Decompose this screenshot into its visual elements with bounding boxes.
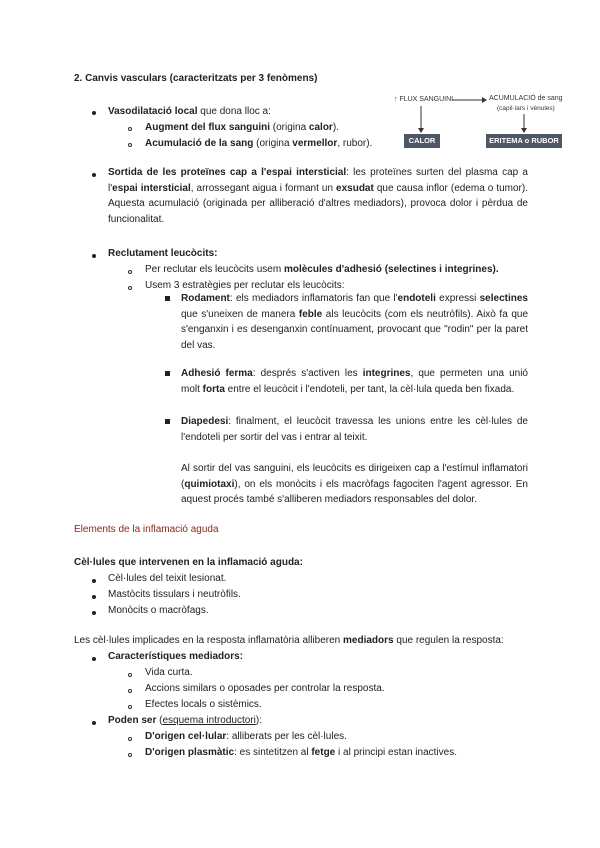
list-item: Cèl·lules del teixit lesionat. xyxy=(108,573,227,584)
origen-plasmatic-item: D'origen plasmàtic: es sintetitzen al fetge i al principi estan inactives. xyxy=(145,747,457,758)
sortida-proteines-item: Sortida de les proteïnes cap a l'espai intersticial: les proteïnes surten del plasma cap a l'espai intersticial, arrossegant aigua i formant un exsudat que causa inflor (edema o tumor). Aquesta acumulació (originada per alliberació d'altres mediadors), provoca dolor i pèrdua de funcionalitat. xyxy=(108,167,528,225)
square-bullet xyxy=(165,371,170,376)
reclutament-sub2: Usem 3 estratègies per reclutar els leucòcits: xyxy=(145,280,345,291)
poden-ser-item: Poden ser (esquema introductori): xyxy=(108,715,262,726)
elements-heading: Elements de la inflamació aguda xyxy=(74,524,219,535)
bullet xyxy=(92,579,96,583)
calor-box: CALOR xyxy=(404,134,440,148)
origen-cellular-item: D'origen cel·lular: alliberats per les cèl·lules. xyxy=(145,731,347,742)
circle-bullet xyxy=(128,753,132,757)
flux-sanguini-item: Augment del flux sanguini (origina calor). xyxy=(145,122,339,133)
bullet xyxy=(92,111,96,115)
flux-label: ↑ FLUX SANGUINI xyxy=(394,96,454,103)
reclutament-title: Reclutament leucòcits: xyxy=(108,248,218,259)
list-item: Vida curta. xyxy=(145,667,193,678)
rodament-item: Rodament: els mediadors inflamatoris fan que l'endoteli expressi selectines que s'uneixen de manera feble als leucòcits (com els neutròfils). Això fa que s'enganxin i es desenganxin contínuament, provocant que "rodin" per la paret del vas. xyxy=(181,293,529,351)
circle-bullet xyxy=(128,737,132,741)
reclutament-sub1: Per reclutar els leucòcits usem molècules d'adhesió (selectines i integrines). xyxy=(145,264,499,275)
acumulacio-sang-item: Acumulació de la sang (origina vermellor, rubor). xyxy=(145,138,373,149)
list-item: Monòcits o macròfags. xyxy=(108,605,209,616)
circle-bullet xyxy=(128,127,132,131)
square-bullet xyxy=(165,296,170,301)
caracteristiques-title: Característiques mediadors: xyxy=(108,651,244,662)
cells-title: Cèl·lules que intervenen en la inflamació aguda: xyxy=(74,557,303,568)
arrow-right-icon xyxy=(452,96,488,104)
arrow-down-icon xyxy=(417,106,425,134)
eritema-rubor-box: ERITEMA o RUBOR xyxy=(486,134,562,148)
bullet xyxy=(92,254,96,258)
circle-bullet xyxy=(128,673,132,677)
diapedesi-item: Diapedesi: finalment, el leucòcit travessa les unions entre les cèl·lules de l'endoteli per sortir del vas i entrar al teixit. xyxy=(181,416,528,443)
vasodilatacio-item: Vasodilatació local que dona lloc a: xyxy=(108,106,271,117)
bullet xyxy=(92,657,96,661)
circle-bullet xyxy=(128,689,132,693)
bullet xyxy=(92,173,96,177)
section-title: 2. Canvis vasculars (caracteritzats per 3 fenòmens) xyxy=(74,73,318,84)
arrow-down-icon xyxy=(520,114,528,134)
list-item: Accions similars o oposades per controlar la resposta. xyxy=(145,683,385,694)
mediators-intro: Les cèl·lules implicades en la resposta inflamatòria alliberen mediadors que regulen la resposta: xyxy=(74,635,504,646)
circle-bullet xyxy=(128,143,132,147)
list-item: Efectes locals o sistèmics. xyxy=(145,699,262,710)
adhesio-ferma-item: Adhesió ferma: després s'activen les integrines, que permeten una unió molt forta entre el leucòcit i l'endoteli, per tant, la cèl·lula queda ben fixada. xyxy=(181,368,528,395)
circle-bullet xyxy=(128,286,132,290)
bullet xyxy=(92,721,96,725)
list-item: Mastòcits tissulars i neutròfils. xyxy=(108,589,241,600)
bullet xyxy=(92,611,96,615)
quimiotaxi-paragraph: Al sortir del vas sanguini, els leucòcits es dirigeixen cap a l'estímul inflamatori (quimiotaxi), on els monòcits i els macròfags fagociten l'agent agressor. En aquest procés també s'alliberen mediadors responsables del dolor. xyxy=(181,463,528,505)
bullet xyxy=(92,595,96,599)
square-bullet xyxy=(165,419,170,424)
circle-bullet xyxy=(128,270,132,274)
acumulacio-label: ACUMULACIÓ de sang xyxy=(489,95,563,102)
circle-bullet xyxy=(128,705,132,709)
acumulacio-sublabel: (capil·lars i vènules) xyxy=(497,105,555,112)
esquema-introductori-link[interactable]: esquema introductori xyxy=(162,715,256,726)
